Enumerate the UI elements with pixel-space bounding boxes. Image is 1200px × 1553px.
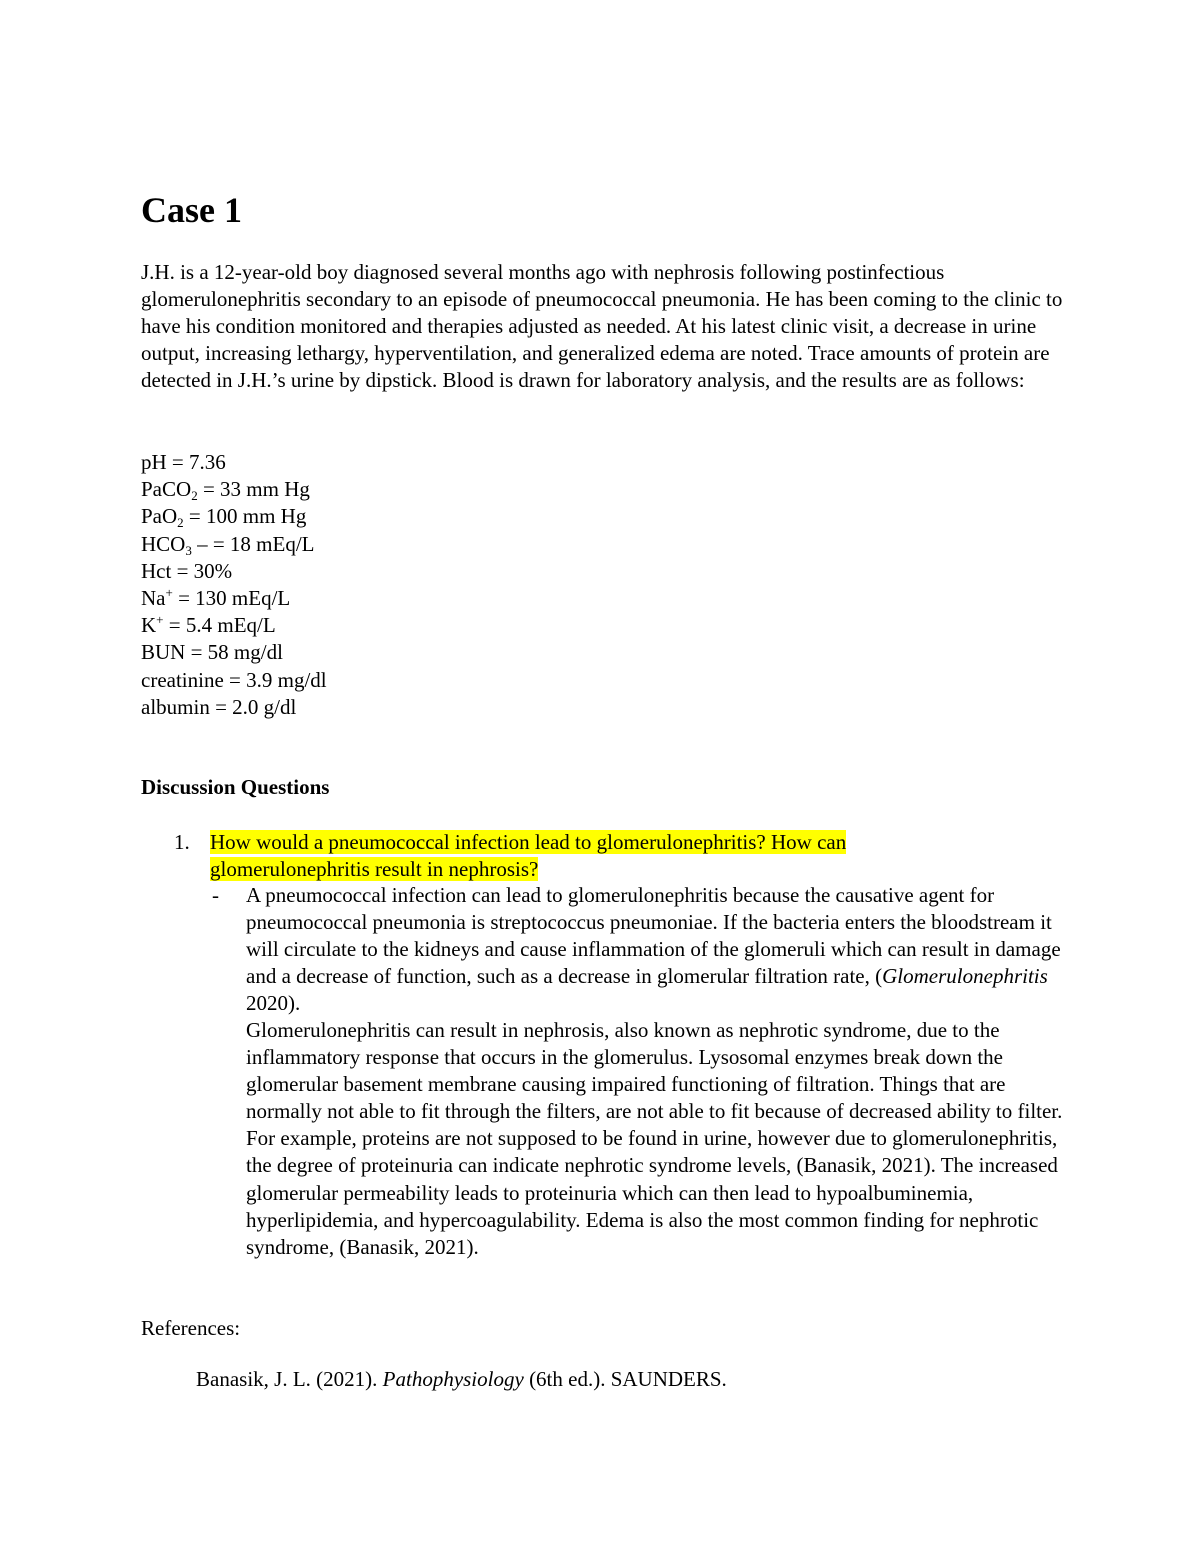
lab-pao2 [141,503,327,530]
lab-results-list [141,449,327,721]
lab-pao2-post: = 100 mm Hg [183,504,307,529]
lab-paco2-pre: PaCO [141,477,192,502]
lab-pao2-sub: 2 [177,515,184,531]
answer-text [246,882,1064,1261]
answer-p1-after: 2020). [246,991,301,1016]
reference-italic: Pathophysiology [382,1367,524,1391]
case-intro-paragraph: J.H. is a 12-year-old boy diagnosed several months ago with nephrosis following postinfectious glomerulonephritis secondary to an episode of pneumococcal pneumonia. He has been coming to the clinic to have his condition monitored and therapies adjusted as needed. At his latest clinic visit, a decrease in urine output, increasing lethargy, hyperventilation, and generalized edema are noted. Trace amounts of protein are detected in J.H.’s urine by dipstick. Blood is drawn for laboratory analysis, and the results are as follows: [141,260,1063,392]
lab-k-pre: K [141,613,157,638]
lab-pao2-pre: PaO [141,504,178,529]
question-highlight: How would a pneumococcal infection lead to glomerulonephritis? How can glomerulonephritis result in nephrosis? [210,830,847,881]
lab-albumin: albumin = 2.0 g/dl [141,694,297,719]
lab-k-post: = 5.4 mEq/L [163,613,276,638]
lab-ph: pH = 7.36 [141,450,226,474]
reference-after: (6th ed.). SAUNDERS. [523,1367,727,1391]
question-number: 1. [174,830,190,854]
lab-na-pre: Na [141,586,166,611]
lab-k [141,612,327,639]
question-text [210,829,950,882]
lab-hco3-sub: 3 [185,542,192,558]
reference-entry [196,1366,727,1393]
answer-p1-before: A pneumococcal infection can lead to glomerulonephritis because the causative agent for pneumococcal pneumonia is streptococcus pneumoniae. If the bacteria enters the bloodstream it will circulate to the kidneys and cause inflammation of the glomeruli which can result in damage and a decrease of function, such as a decrease in glomerular filtration rate, ( [246,883,1061,989]
lab-k-sup: + [156,612,164,628]
lab-paco2 [141,476,327,503]
lab-na-sup: + [165,585,173,601]
answer-p1-italic: Glomerulonephritis [882,964,1048,989]
lab-hco3-post: – = 18 mEq/L [191,531,315,556]
lab-hco3 [141,531,327,558]
lab-na [141,585,327,612]
answer-p2: Glomerulonephritis can result in nephrosis, also known as nephrotic syndrome, due to the inflammatory response that occurs in the glomerulus. Lysosomal enzymes break down the glomerular basement membrane causing impaired functioning of filtration. Things that are normally not able to fit through the filters, are not able to fit because of decreased ability to filter. For example, proteins are not supposed to be found in urine, however due to glomerulonephritis, the degree of proteinuria can indicate nephrotic syndrome levels, (Banasik, 2021). The increased glomerular permeability leads to proteinuria which can then lead to hypoalbuminemia, hyperlipidemia, and hypercoagulability. Edema is also the most common finding for nephrotic syndrome, (Banasik, 2021). [246,1018,1063,1259]
lab-hct: Hct = 30% [141,558,233,583]
lab-paco2-post: = 33 mm Hg [197,477,310,502]
lab-paco2-sub: 2 [191,488,198,504]
answer-bullet: - [212,883,219,907]
references-label: References: [141,1316,241,1340]
case-title: Case 1 [141,190,242,230]
lab-bun: BUN = 58 mg/dl [141,640,283,665]
lab-hco3-pre: HCO [141,531,186,556]
lab-creatinine: creatinine = 3.9 mg/dl [141,667,327,692]
discussion-questions-heading: Discussion Questions [141,775,330,799]
reference-before: Banasik, J. L. (2021). [196,1367,383,1391]
lab-na-post: = 130 mEq/L [172,586,291,611]
